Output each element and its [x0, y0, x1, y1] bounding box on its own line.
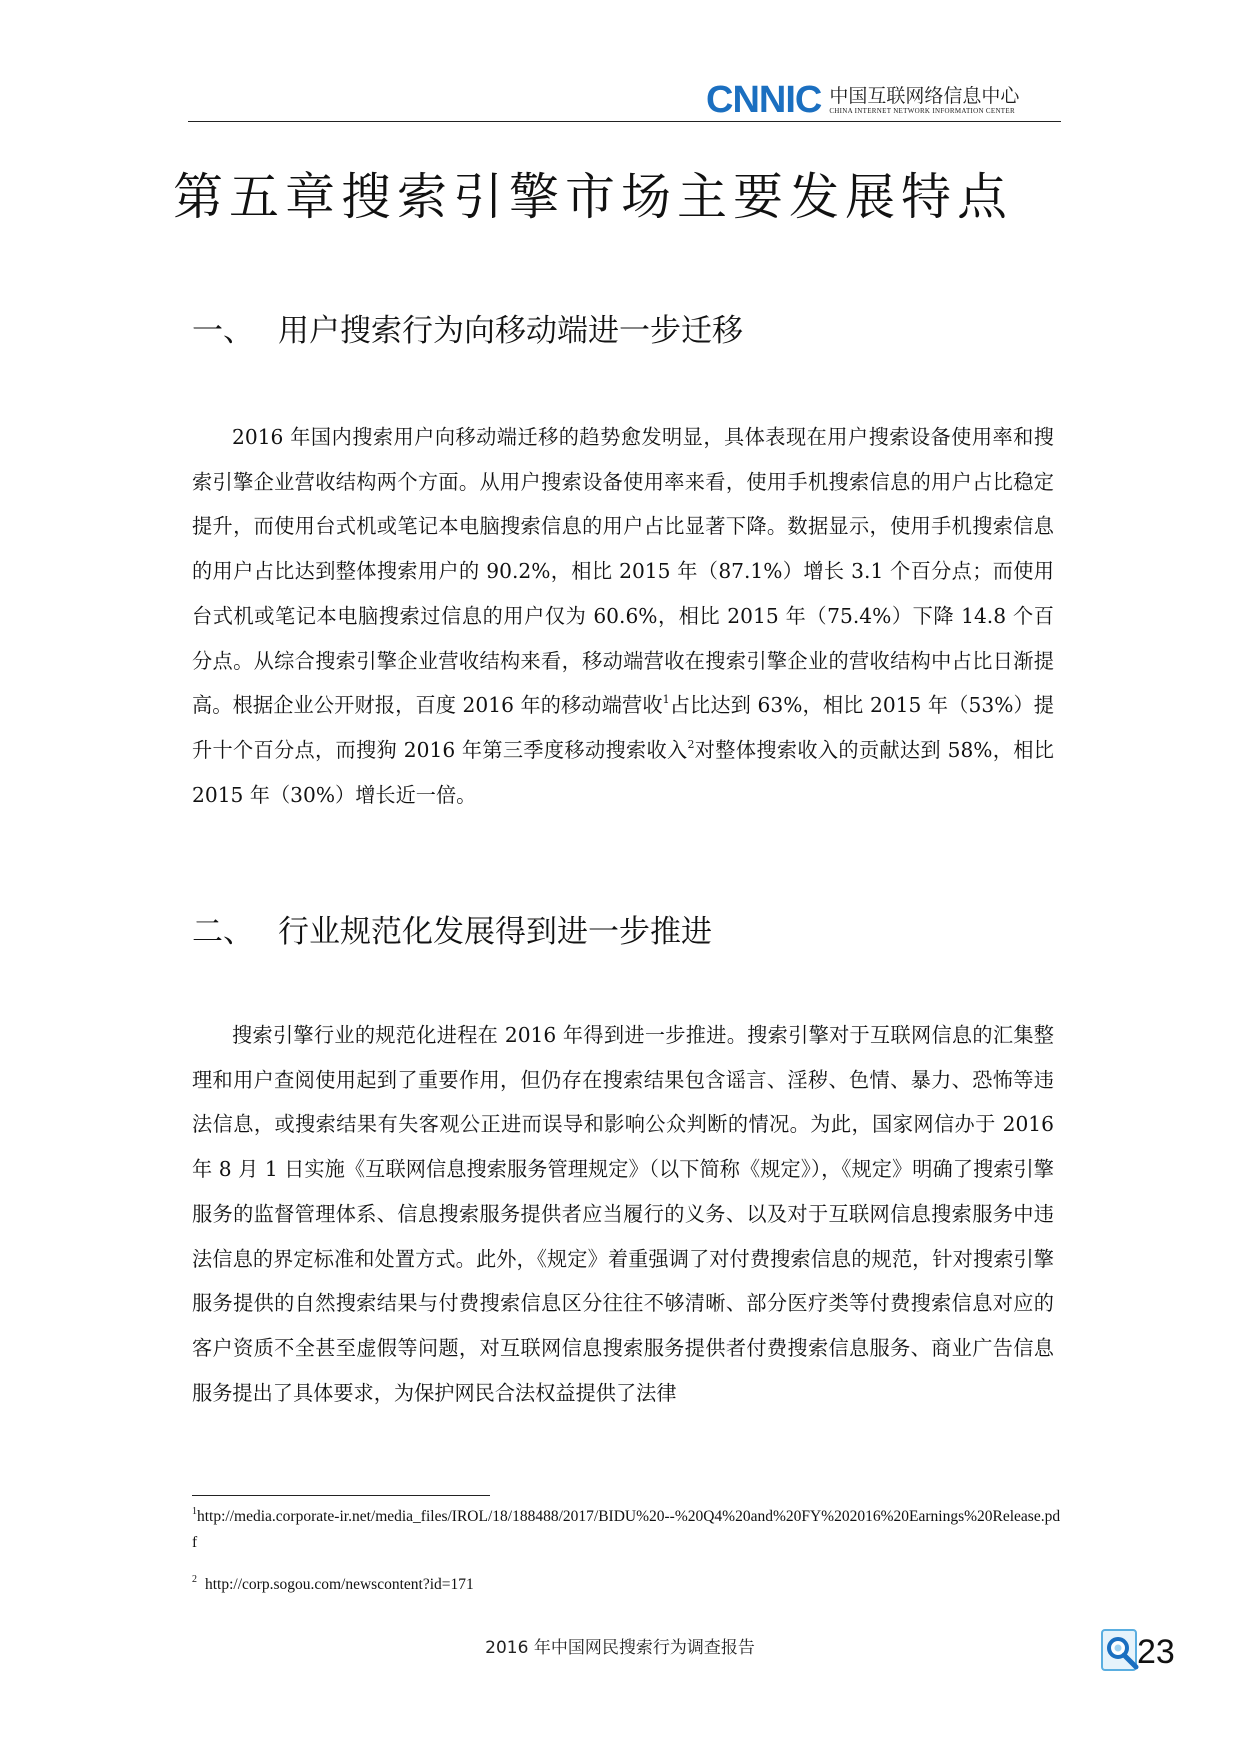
footnote-mark: 2	[192, 1574, 197, 1585]
page-number: 23	[1137, 1633, 1175, 1671]
footnote-2	[192, 1572, 1062, 1598]
header-divider	[188, 121, 1061, 122]
section-title: 行业规范化发展得到进一步推进	[278, 914, 712, 950]
section-heading-2	[192, 910, 712, 954]
org-name-en: CHINA INTERNET NETWORK INFORMATION CENTER	[829, 106, 1015, 115]
report-title-footer: 2016 年中国网民搜索行为调查报告	[485, 1638, 755, 1658]
section-heading-1	[192, 309, 743, 353]
section-2-paragraph: 搜索引擎行业的规范化进程在 2016 年得到进一步推进。搜索引擎对于互联网信息的汇集整理和用户查阅使用起到了重要作用，但仍存在搜索结果包含谣言、淫秽、色情、暴力、恐怖等违法信息，或搜索结果有失客观公正进而误导和影响公众判断的情况。为此，国家网信办于 2016 年 8 月 1 日实施《互联网信息搜索服务管理规定》（以下简称《规定》），《规定》明确了搜索引擎服务的监督管理体系、信息搜索服务提供者应当履行的义务、以及对于互联网信息搜索服务中违法信息的界定标准和处置方式。此外，《规定》着重强调了对付费搜索信息的规范，针对搜索引擎服务提供的自然搜索结果与付费搜索信息区分往往不够清晰、部分医疗类等付费搜索信息对应的客户资质不全甚至虚假等问题，对互联网信息搜索服务提供者付费搜索信息服务、商业广告信息服务提出了具体要求，为保护网民合法权益提供了法律	[192, 1023, 1054, 1405]
chapter-title: 第五章搜索引擎市场主要发展特点	[173, 168, 1013, 226]
footnote-ref-1[interactable]: 1	[662, 693, 670, 707]
org-name-cn: 中国互联网络信息中心	[829, 84, 1020, 107]
org-name-block	[829, 85, 1019, 116]
footnote-1	[192, 1504, 1062, 1556]
section-title: 用户搜索行为向移动端进一步迁移	[278, 313, 743, 349]
footnote-mark: 1	[192, 1506, 197, 1517]
section-number: 二、	[192, 914, 254, 950]
footnote-ref-2[interactable]: 2	[687, 737, 695, 751]
cnnic-logo	[706, 79, 1020, 121]
section-number: 一、	[192, 313, 254, 349]
cnnic-logo-mark: CNNIC	[706, 79, 822, 121]
footnote-link[interactable]: http://corp.sogou.com/newscontent?id=171	[205, 1576, 474, 1593]
section-1-paragraph: 2016 年国内搜索用户向移动端迁移的趋势愈发明显，具体表现在用户搜索设备使用率和搜索引擎企业营收结构两个方面。从用户搜索设备使用率来看，使用手机搜索信息的用户占比稳定提升，而使用台式机或笔记本电脑搜索信息的用户占比显著下降。数据显示，使用手机搜索信息的用户占比达到整体搜索用户的 90.2%，相比 2015 年（87.1%）增长 3.1 个百分点；而使用台式机或笔记本电脑搜索过信息的用户仅为 60.6%，相比 2015 年（75.4%）下降 14.8 个百分点。从综合搜索引擎企业营收结构来看，移动端营收在搜索引擎企业的营收结构中占比日渐提高。根据企业公开财报，百度 2016 年的移动端营收$^1$占比达到 63%，相比 2015 年（53%）提升十个百分点，而搜狗 2016 年第三季度移动搜索收入$^2$对整体搜索收入的贡献达到 58%，相比 2015 年（30%）增长近一倍。	[192, 425, 1054, 807]
footnote-divider	[192, 1495, 490, 1496]
search-magnifier-icon	[1101, 1629, 1141, 1673]
footnote-link[interactable]: http://media.corporate-ir.net/media_files/IROL/18/188488/2017/BIDU%20--%20Q4%20and%20FY%202016%20Earnings%20Release.pdf	[192, 1508, 1061, 1551]
